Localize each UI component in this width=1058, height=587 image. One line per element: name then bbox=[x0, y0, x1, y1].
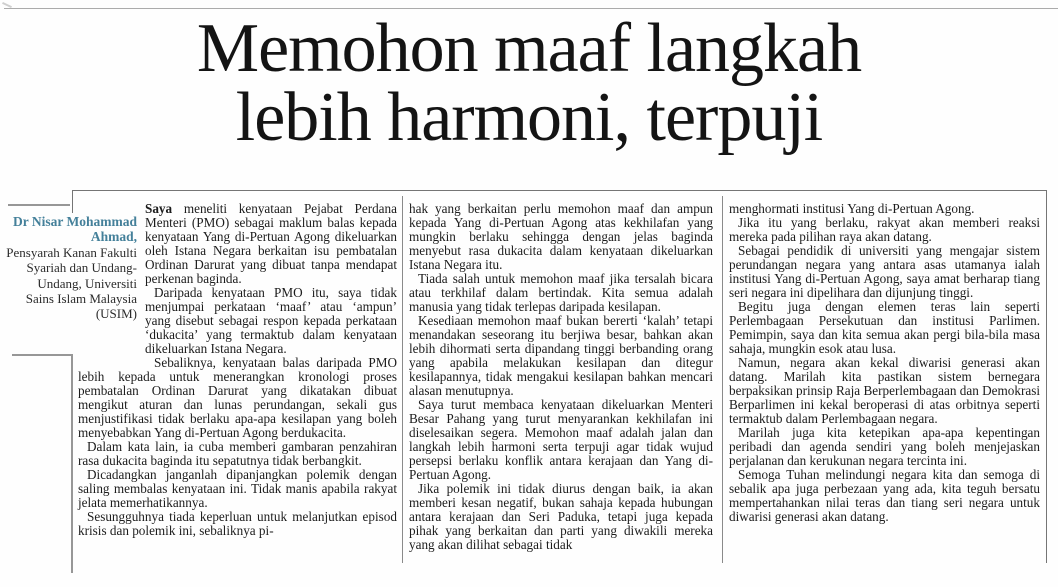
byline-top-rule bbox=[8, 204, 70, 206]
article-column-2 bbox=[409, 202, 713, 565]
article-column-3 bbox=[729, 202, 1040, 565]
body-paragraph: menghormati institusi Yang di-Pertuan Agong. bbox=[729, 201, 975, 216]
byline-author-role: Pensyarah Kanan Fakulti Syariah dan Undang-Undang, Universiti Sains Islam Malaysia (USIM) bbox=[6, 244, 137, 322]
body-paragraph: Sebagai pendidik di universiti yang mengajar sistem perundangan negara yang antara asas utamanya ialah institusi Yang di-Pertuan Agong, saya amat berharap tiang seri negara ini dipelihara dan dijunjung tinggi. bbox=[729, 243, 1040, 300]
body-paragraph: Saya turut membaca kenyataan dikeluarkan Menteri Besar Pahang yang turut menyarankan kekhilafan ini diselesaikan segera. Memohon maaf adalah jalan dan langkah lebih harmoni serta terpuji agar tidak wujud persepsi berlaku konflik antara kerajaan dan Yang di-Pertuan Agong. bbox=[409, 397, 713, 482]
body-paragraph: Jika itu yang berlaku, rakyat akan memberi reaksi mereka pada pilihan raya akan datang. bbox=[729, 215, 1040, 244]
body-paragraph: Dicadangkan janganlah dipanjangkan polemik dengan saling membalas kenyataan ini. Tidak manis apabila rakyat jelata memerhatikannya. bbox=[78, 467, 397, 510]
lead-word: Saya bbox=[145, 201, 173, 216]
byline-bracket-vertical-rule bbox=[71, 354, 73, 573]
column-separator-1 bbox=[402, 196, 403, 563]
byline-bracket-horizontal-rule bbox=[12, 354, 72, 356]
body-paragraph: Kesediaan memohon maaf bukan bererti ‘kalah’ tetapi menandakan seseorang itu berjiwa besar, bahkan akan lebih dihormati serta dipandang tinggi berbanding orang yang apabila melakukan kesilapan dan ditegur kesilapannya, tidak mengakui kesilapan bahkan mencari alasan menutupnya. bbox=[409, 313, 713, 398]
article-title-line-1: Memohon maaf langkah bbox=[196, 10, 862, 87]
body-paragraph: Saya meneliti kenyataan Pejabat Perdana Menteri (PMO) sebagai maklum balas kepada kenyataan Yang di-Pertuan Agong dikeluarkan oleh Istana Negara berkaitan isu pembatalan Ordinan Darurat yang dibuat tanpa mendapat perkenan baginda. bbox=[145, 201, 397, 286]
byline-wrap-spacer bbox=[78, 202, 145, 370]
byline-author-name: Dr Nisar Mohammad Ahmad, bbox=[13, 214, 137, 245]
body-paragraph: Daripada kenyataan PMO itu, saya tidak menjumpai perkataan ‘maaf’ atau ‘ampun’ yang disebut sebagai respon kepada perkataan ‘dukacita’ yang termaktub dalam kenyataan dikeluarkan Istana Negara. bbox=[145, 285, 397, 356]
column-separator-2 bbox=[722, 196, 723, 563]
article-column-1 bbox=[78, 202, 397, 565]
article-right-rule bbox=[1046, 190, 1047, 563]
body-paragraph: Semoga Tuhan melindungi negara kita dan semoga di sebalik apa juga perbezaan yang ada, kita teguh bersatu mempertahankan nilai teras dan tiang seri negara untuk diwarisi generasi akan datang. bbox=[729, 467, 1040, 524]
body-paragraph: Sesungguhnya tiada keperluan untuk melanjutkan episod krisis dan polemik ini, sebaliknya pi- bbox=[78, 509, 397, 538]
body-paragraph: Marilah juga kita ketepikan apa-apa kepentingan peribadi dan agenda sendiri yang boleh menjejaskan perjalanan dan kerukunan negara tercinta ini. bbox=[729, 425, 1040, 468]
body-paragraph: Tiada salah untuk memohon maaf jika tersalah bicara atau terkhilaf dalam bertindak. Kita semua adalah manusia yang tidak terlepas daripada kesilapan. bbox=[409, 271, 713, 314]
body-paragraph: Dalam kata lain, ia cuba memberi gambaran penzahiran rasa dukacita baginda itu sepatutnya tidak berbangkit. bbox=[78, 439, 397, 468]
article-left-tick bbox=[72, 190, 73, 213]
body-paragraph: Namun, negara akan kekal diwarisi generasi akan datang. Marilah kita pastikan sistem bernegara berpaksikan prinsip Raja Berperlembagaan dan Demokrasi Berparlimen ini kekal beroperasi di atas orbitnya seperti termaktub dalam Perlembagaan negara. bbox=[729, 355, 1040, 426]
body-paragraph: hak yang berkaitan perlu memohon maaf dan ampun kepada Yang di-Pertuan Agong atas kekhilafan yang mungkin berlaku sehingga dengan jelas baginda menyebut rasa dukacita dalam kenyataan dikeluarkan Istana Negara itu. bbox=[409, 201, 713, 272]
body-paragraph: Jika polemik ini tidak diurus dengan baik, ia akan memberi kesan negatif, bukan sahaja kepada hubungan antara kerajaan dan Seri Paduka, tetapi juga kepada pihak yang berkaitan dan parti yang diwakili mereka yang akan dilihat sebagai tidak bbox=[409, 481, 713, 552]
body-paragraph: Sebaliknya, kenyataan balas daripada PMO lebih kepada untuk menerangkan kronologi proses pembatalan Ordinan Darurat yang dikatakan dibuat mengikut aturan dan lunas perundangan, sekali gus menjustifikasi tidak berlaku apa-apa kesilapan yang boleh menyebabkan Yang di-Pertuan Agong berdukacita. bbox=[78, 355, 397, 440]
page-top-rule bbox=[4, 8, 1058, 9]
article-top-rule bbox=[72, 190, 1047, 191]
article-title bbox=[0, 10, 1058, 156]
body-paragraph: Begitu juga dengan elemen teras lain seperti Perlembagaan Persekutuan dan institusi Parlimen. Pemimpin, saya dan kita semua akan pergi bila-bila masa sahaja, mungkin esok atau lusa. bbox=[729, 299, 1040, 356]
article-title-line-2: lebih harmoni, terpuji bbox=[235, 79, 823, 156]
